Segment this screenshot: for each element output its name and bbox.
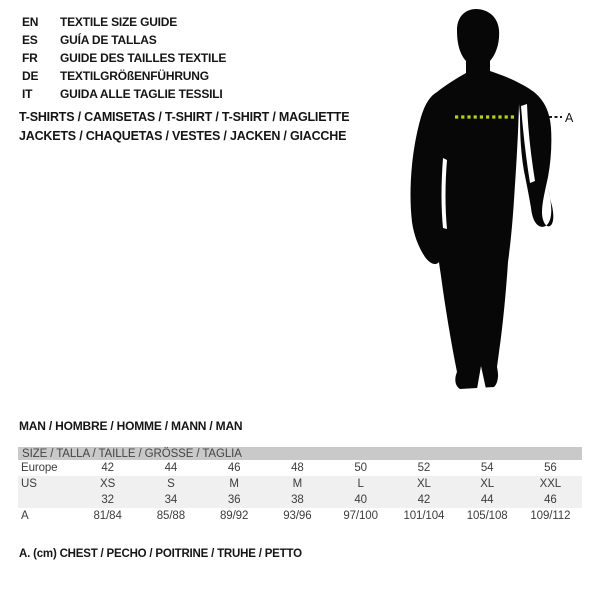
language-code: FR	[22, 51, 38, 65]
language-label: GUIDA ALLE TAGLIE TESSILI	[60, 87, 223, 101]
table-cell: 48	[291, 462, 304, 474]
table-cell: 101/104	[403, 510, 445, 522]
table-cell: 97/100	[343, 510, 378, 522]
table-cell: M	[266, 476, 329, 492]
table-row-chest	[18, 508, 582, 524]
table-cell: 32	[76, 492, 139, 508]
category-line-jackets: JACKETS / CHAQUETAS / VESTES / JACKEN / GIACCHE	[19, 129, 347, 143]
table-cell: 109/112	[530, 510, 571, 522]
language-code: IT	[22, 87, 33, 101]
table-cell: 52	[417, 462, 431, 474]
language-code: EN	[22, 15, 39, 29]
size-table	[18, 447, 582, 524]
row-label: A	[21, 510, 29, 522]
language-code: DE	[22, 69, 39, 83]
table-cell: XXL	[519, 476, 582, 492]
table-header-cell: SIZE / TALLA / TAILLE / GRÖSSE / TAGLIA	[18, 447, 582, 460]
table-cell: 42	[392, 492, 455, 508]
measure-footnote: A. (cm) CHEST / PECHO / POITRINE / TRUHE / PETTO	[19, 548, 302, 560]
table-row-europe	[18, 460, 582, 476]
language-label: GUÍA DE TALLAS	[60, 33, 157, 47]
table-cell: 81/84	[93, 510, 122, 522]
table-cell: XS	[76, 476, 139, 492]
table-cell: 89/92	[219, 510, 249, 522]
language-label: TEXTILGRÖßENFÜHRUNG	[60, 69, 209, 83]
language-code: ES	[22, 33, 38, 47]
row-label: Europe	[21, 462, 58, 474]
table-cell: 42	[101, 462, 114, 474]
table-cell: S	[139, 476, 202, 492]
section-title: MAN / HOMBRE / HOMME / MANN / MAN	[19, 419, 243, 433]
table-cell: 34	[139, 492, 202, 508]
table-header-row	[18, 447, 582, 460]
table-cell: 85/88	[156, 510, 186, 522]
category-line-tshirts: T-SHIRTS / CAMISETAS / T-SHIRT / T-SHIRT / MAGLIETTE	[19, 110, 350, 124]
row-label: US	[18, 476, 76, 492]
measure-label-a: A	[565, 111, 574, 125]
table-cell: 50	[354, 462, 367, 474]
table-cell: XL	[456, 476, 519, 492]
table-cell: 93/96	[283, 510, 312, 522]
table-cell: M	[203, 476, 266, 492]
table-cell: 36	[203, 492, 266, 508]
table-cell: 46	[519, 492, 582, 508]
table-row-us-numeric	[18, 492, 582, 508]
table-cell: 105/108	[466, 510, 508, 522]
table-cell: 38	[266, 492, 329, 508]
table-row-us	[18, 476, 582, 492]
table-cell: 40	[329, 492, 392, 508]
row-label	[18, 492, 76, 508]
table-cell: XL	[392, 476, 455, 492]
table-cell: 44	[164, 462, 178, 474]
language-label: TEXTILE SIZE GUIDE	[60, 15, 178, 29]
table-cell: L	[329, 476, 392, 492]
table-cell: 56	[544, 462, 557, 474]
table-cell: 54	[480, 462, 494, 474]
language-label: GUIDE DES TAILLES TEXTILE	[60, 51, 227, 65]
man-silhouette-path	[411, 9, 554, 389]
table-cell: 46	[227, 462, 241, 474]
table-cell: 44	[456, 492, 519, 508]
